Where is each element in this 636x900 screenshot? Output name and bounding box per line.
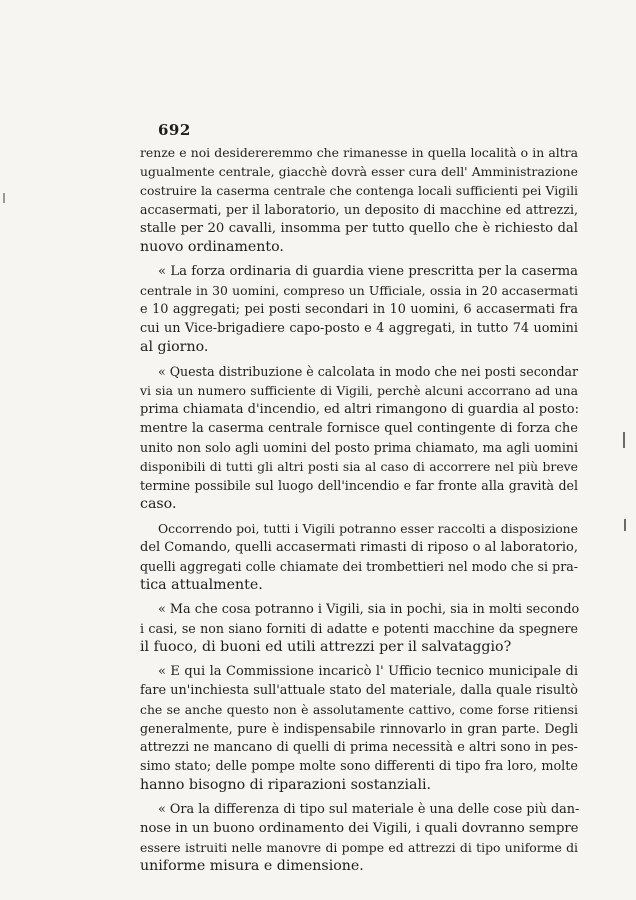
text-line: centrale in 30 uomini, compreso un Ufficiale, ossia in 20 accasermati <box>140 283 578 298</box>
text-line: simo stato; delle pompe molte sono differenti di tipo fra loro, molte <box>140 759 578 774</box>
text-line: Occorrendo poi, tutti i Vigili potranno esser raccolti a disposizione <box>158 521 578 536</box>
body-text <box>140 143 578 876</box>
text-line: accasermati, per il laboratorio, un deposito di macchine ed attrezzi, <box>140 202 578 217</box>
text-line: che se anche questo non è assolutamente cattivo, come forse ritiensi <box>140 702 578 717</box>
text-line: i casi, se non siano forniti di adatte e potenti macchine da spegnere <box>140 621 578 636</box>
text-line: fare un'inchiesta sull'attuale stato del materiale, dalla quale risultò <box>140 683 578 698</box>
paragraph <box>140 143 578 257</box>
text-line: costruire la caserma centrale che contenga locali sufficienti pei Vigili <box>140 183 578 198</box>
text-line: attrezzi ne mancano di quelli di prima necessità e altri sono in pes- <box>140 740 578 755</box>
text-line: « Ora la differenza di tipo sul materiale è una delle cose più dan- <box>158 802 580 817</box>
text-line: al giorno. <box>140 339 209 355</box>
paragraph <box>140 800 578 876</box>
page-number: 692 <box>158 121 191 139</box>
scan-mark <box>624 519 626 531</box>
text-line: il fuoco, di buoni ed utili attrezzi per il salvataggio? <box>140 639 512 655</box>
text-line: cui un Vice-brigadiere capo-posto e 4 aggregati, in tutto 74 uomini <box>140 321 578 336</box>
text-line: uniforme misura e dimensione. <box>140 858 364 874</box>
text-line: stalle per 20 cavalli, insomma per tutto quello che è richiesto dal <box>140 221 578 236</box>
scan-mark <box>3 193 5 203</box>
text-line: « Ma che cosa potranno i Vigili, sia in pochi, sia in molti secondo <box>158 602 580 617</box>
paragraph <box>140 262 578 357</box>
text-line: « Questa distribuzione è calcolata in modo che nei posti secondar <box>158 364 579 379</box>
text-line: hanno bisogno di riparazioni sostanziali. <box>140 777 432 793</box>
text-line: ugualmente centrale, giacchè dovrà esser cura dell' Amministrazione <box>140 164 578 179</box>
text-line: renze e noi desidereremmo che rimanesse in quella località o in altra <box>140 145 578 160</box>
text-line: generalmente, pure è indispensabile rinnovarlo in gran parte. Degli <box>140 721 578 736</box>
text-line: unito non solo agli uomini del posto prima chiamato, ma agli uomini <box>140 440 578 455</box>
text-line: « La forza ordinaria di guardia viene prescritta per la caserma <box>158 264 578 279</box>
text-line: nose in un buono ordinamento dei Vigili, i quali dovranno sempre <box>140 821 579 836</box>
paragraph <box>140 519 578 595</box>
text-line: « E qui la Commissione incaricò l' Ufficio tecnico municipale di <box>158 664 578 679</box>
text-line: del Comando, quelli accasermati rimasti di riposo o al laboratorio, <box>140 540 578 555</box>
text-line: termine possibile sul luogo dell'incendio e far fronte alla gravità del <box>140 478 578 493</box>
text-line: caso. <box>140 496 177 512</box>
text-line: prima chiamata d'incendio, ed altri rimangono di guardia al posto: <box>140 402 580 417</box>
text-line: tica attualmente. <box>140 577 263 593</box>
paragraph <box>140 600 578 657</box>
text-line: disponibili di tutti gli altri posti sia al caso di accorrere nel più breve <box>140 459 578 474</box>
text-line: e 10 aggregati; pei posti secondari in 10 uomini, 6 accasermati fra <box>140 302 578 317</box>
text-line: nuovo ordinamento. <box>140 239 284 255</box>
text-line: mentre la caserma centrale fornisce quel contingente di forza che <box>140 421 578 436</box>
text-line: vi sia un numero sufficiente di Vigili, perchè alcuni accorrano ad una <box>140 383 578 398</box>
text-line: essere istruiti nelle manovre di pompe ed attrezzi di tipo uniforme di <box>140 840 578 855</box>
paragraph <box>140 662 578 795</box>
paragraph <box>140 362 578 514</box>
scan-mark <box>623 432 625 448</box>
text-line: quelli aggregati colle chiamate dei trombettieri nel modo che si pra- <box>140 559 578 574</box>
